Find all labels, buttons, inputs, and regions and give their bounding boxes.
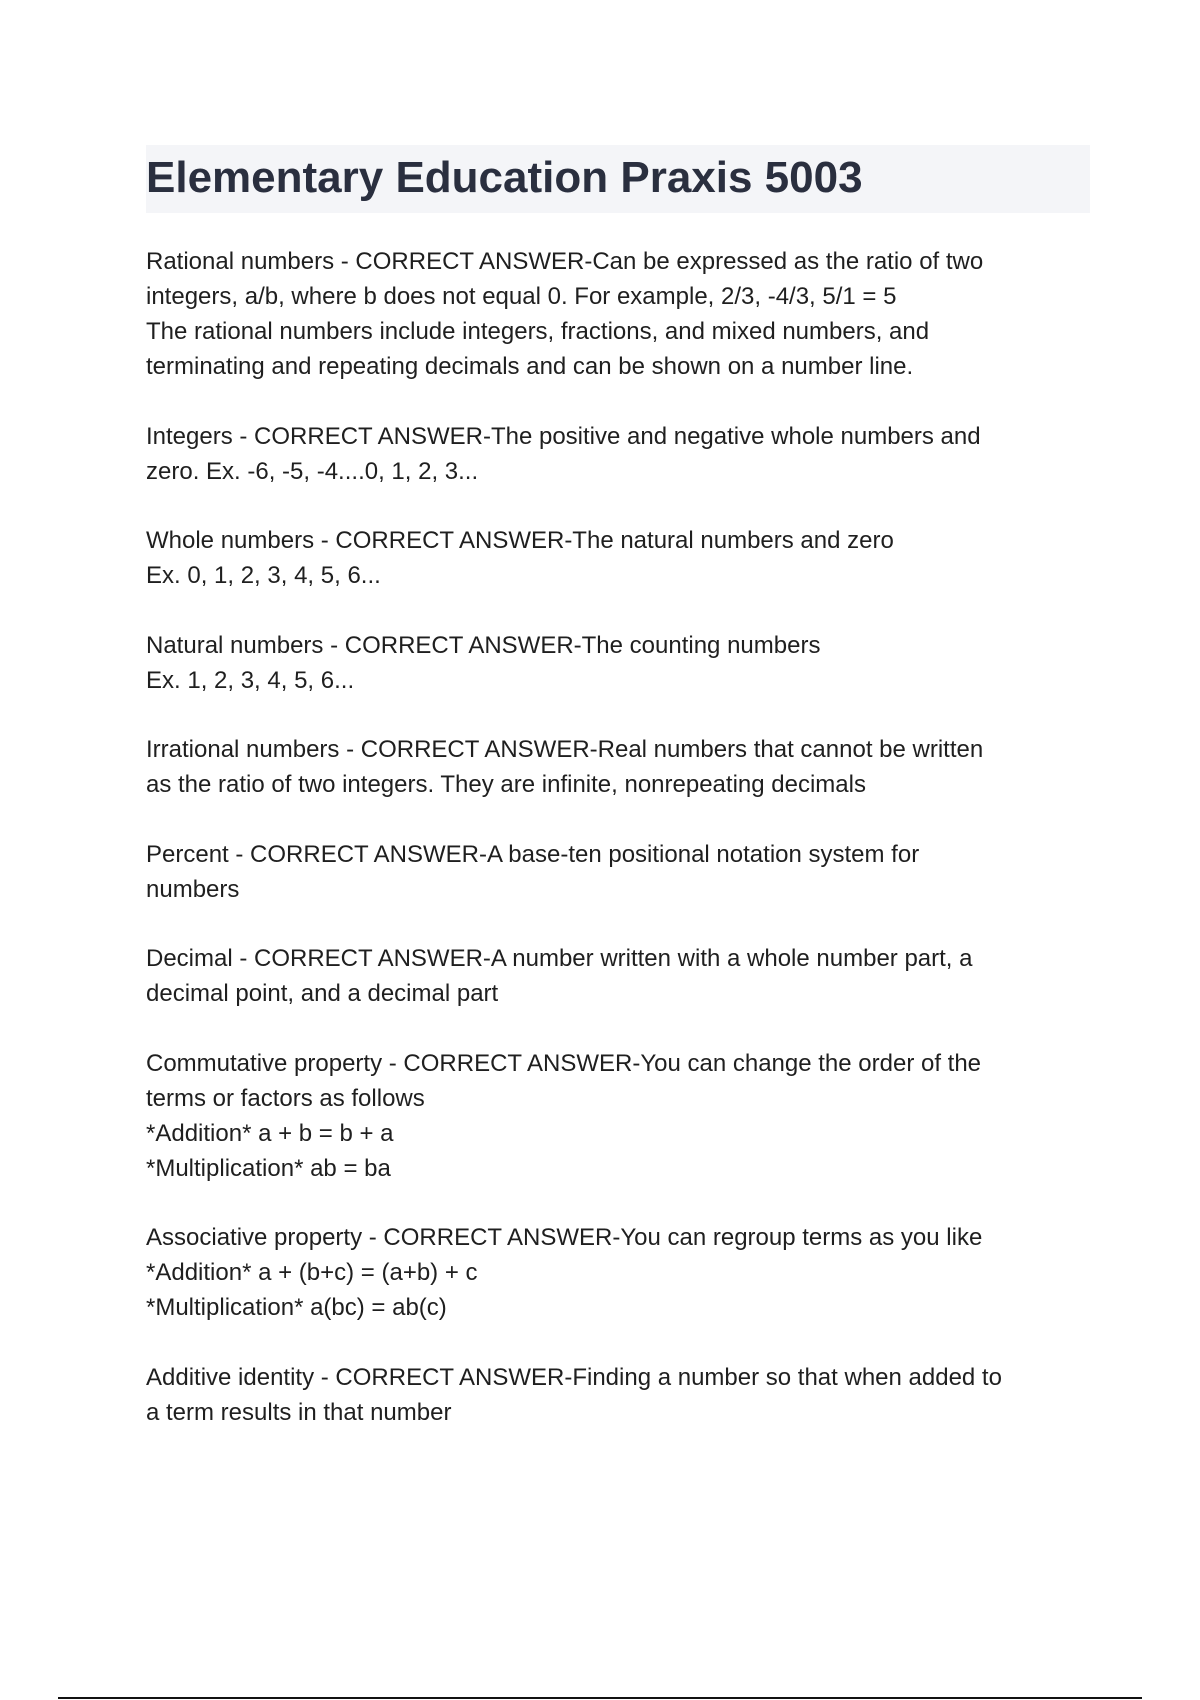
entry-line: *Multiplication* ab = ba <box>146 1154 391 1182</box>
entry-percent <box>146 837 1096 907</box>
entry-line: *Addition* a + (b+c) = (a+b) + c <box>146 1259 478 1286</box>
entry-line: Ex. 0, 1, 2, 3, 4, 5, 6... <box>146 562 381 589</box>
entry-line: Natural numbers - CORRECT ANSWER-The counting numbers <box>146 631 821 659</box>
title-band <box>146 145 1090 213</box>
glossary-content <box>146 244 1096 1464</box>
entry-line: integers, a/b, where b does not equal 0. For example, 2/3, -4/3, 5/1 = 5 <box>146 283 897 310</box>
entry-line: zero. Ex. -6, -5, -4....0, 1, 2, 3... <box>146 457 479 485</box>
footer-rule <box>58 1697 1142 1699</box>
entry-line: Ex. 1, 2, 3, 4, 5, 6... <box>146 666 355 694</box>
entry-line: numbers <box>146 875 240 903</box>
entry-line: as the ratio of two integers. They are infinite, nonrepeating decimals <box>146 771 866 798</box>
entry-line: Additive identity - CORRECT ANSWER-Finding a number so that when added to <box>146 1363 1002 1391</box>
entry-line: Whole numbers - CORRECT ANSWER-The natural numbers and zero <box>146 527 894 554</box>
page-title: Elementary Education Praxis 5003 <box>146 153 863 202</box>
entry-line: Associative property - CORRECT ANSWER-You can regroup terms as you like <box>146 1224 983 1251</box>
entry-commutative-property <box>146 1046 1096 1186</box>
entry-line: Rational numbers - CORRECT ANSWER-Can be expressed as the ratio of two <box>146 248 984 275</box>
entry-line: a term results in that number <box>146 1398 452 1426</box>
entry-line: terms or factors as follows <box>146 1084 425 1112</box>
entry-line: Integers - CORRECT ANSWER-The positive and negative whole numbers and <box>146 422 981 450</box>
entry-whole-numbers <box>146 523 1096 593</box>
entry-line: Decimal - CORRECT ANSWER-A number written with a whole number part, a <box>146 945 973 972</box>
entry-line: *Addition* a + b = b + a <box>146 1119 394 1147</box>
entry-rational-numbers <box>146 244 1096 384</box>
entry-line: Percent - CORRECT ANSWER-A base-ten positional notation system for <box>146 840 920 868</box>
entry-line: terminating and repeating decimals and can be shown on a number line. <box>146 353 914 380</box>
entry-line: Commutative property - CORRECT ANSWER-You can change the order of the <box>146 1049 982 1077</box>
entry-associative-property <box>146 1220 1096 1325</box>
entry-irrational-numbers <box>146 732 1096 802</box>
entry-line: Irrational numbers - CORRECT ANSWER-Real numbers that cannot be written <box>146 736 984 763</box>
entry-decimal <box>146 941 1096 1011</box>
entry-line: *Multiplication* a(bc) = ab(c) <box>146 1294 447 1321</box>
entry-line: The rational numbers include integers, fractions, and mixed numbers, and <box>146 318 930 345</box>
entry-integers <box>146 419 1096 489</box>
entry-additive-identity <box>146 1360 1096 1430</box>
entry-natural-numbers <box>146 628 1096 698</box>
entry-line: decimal point, and a decimal part <box>146 980 499 1007</box>
